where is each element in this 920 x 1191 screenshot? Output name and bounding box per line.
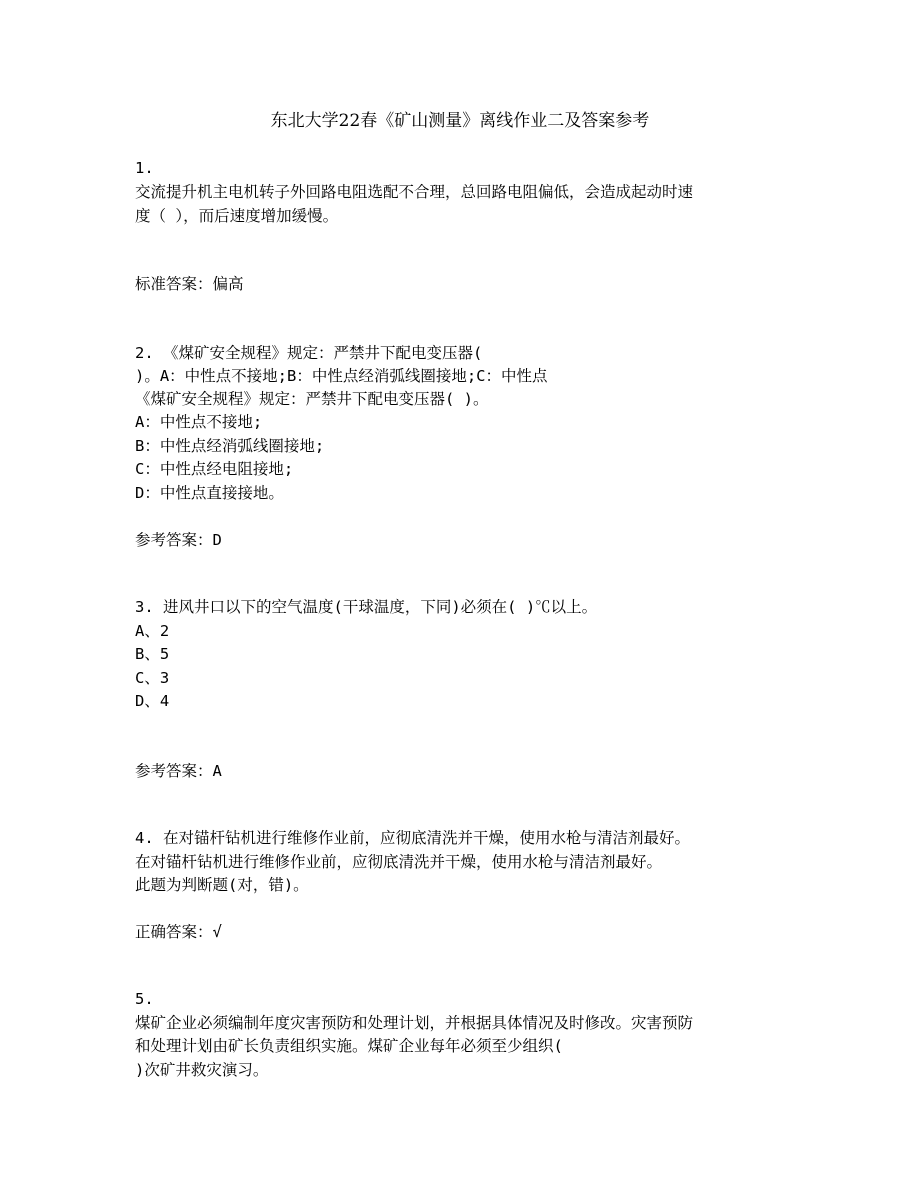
q2-line2: )。A：中性点不接地;B：中性点经消弧线圈接地;C：中性点 [135, 367, 548, 385]
q5-number: 5. [135, 990, 154, 1008]
q2-option-b: B：中性点经消弧线圈接地; [135, 437, 325, 455]
document-title: 东北大学22春《矿山测量》离线作业二及答案参考 [270, 111, 650, 131]
q2-option-a: A：中性点不接地; [135, 413, 263, 431]
q5-text-line1: 煤矿企业必须编制年度灾害预防和处理计划，并根据具体情况及时修改。灾害预防 [135, 1014, 694, 1032]
q2-line3: 《煤矿安全规程》规定：严禁井下配电变压器( )。 [135, 390, 489, 408]
q5-text-line3: )次矿井救灾演习。 [135, 1061, 269, 1079]
q1-answer: 标准答案：偏高 [135, 275, 244, 293]
q3-option-b: B、5 [135, 645, 170, 663]
q4-answer: 正确答案：√ [135, 923, 222, 941]
q3-answer: 参考答案：A [135, 762, 222, 780]
q2-line1: 2. 《煤矿安全规程》规定：严禁井下配电变压器( [135, 344, 483, 362]
q3-option-c: C、3 [135, 669, 170, 687]
q4-line1: 4. 在对锚杆钻机进行维修作业前，应彻底清洗并干燥，使用水枪与清洁剂最好。 [135, 829, 690, 847]
q5-text-line2: 和处理计划由矿长负责组织实施。煤矿企业每年必须至少组织( [135, 1037, 563, 1055]
q4-line2: 在对锚杆钻机进行维修作业前，应彻底清洗并干燥，使用水枪与清洁剂最好。 [135, 853, 663, 871]
q3-option-a: A、2 [135, 622, 170, 640]
q2-answer: 参考答案：D [135, 531, 222, 549]
q1-text-line2: 度（ ），而后速度增加缓慢。 [135, 207, 339, 225]
q2-option-c: C：中性点经电阻接地; [135, 460, 294, 478]
q2-option-d: D：中性点直接接地。 [135, 484, 284, 502]
q3-line1: 3. 进风井口以下的空气温度(干球温度，下同)必须在( )℃以上。 [135, 598, 598, 616]
q4-line3: 此题为判断题(对，错)。 [135, 876, 309, 894]
q3-option-d: D、4 [135, 692, 170, 710]
q1-number: 1. [135, 159, 154, 177]
q1-text-line1: 交流提升机主电机转子外回路电阻选配不合理，总回路电阻偏低，会造成起动时速 [135, 183, 694, 201]
